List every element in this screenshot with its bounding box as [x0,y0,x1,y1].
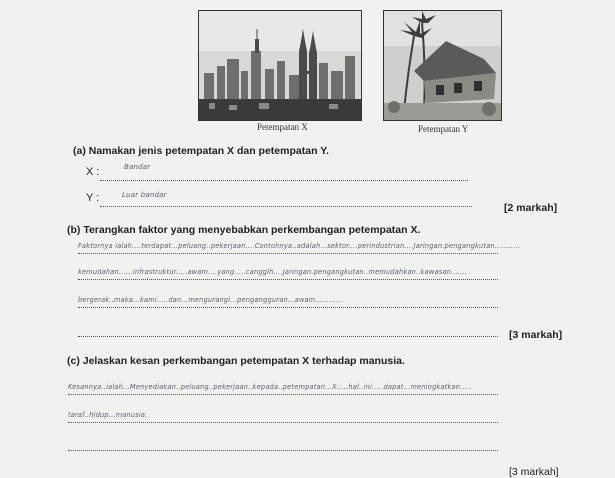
question-c: (c) Jelaskan kesan perkembangan petempatan X terhadap manusia. [67,355,405,367]
answer-b-rule-2 [78,279,498,280]
caption-petempatan-y: Petempatan Y [418,124,469,134]
answer-c-rule-2 [68,422,498,423]
marks-a: [2 markah] [504,202,558,214]
answer-line-y [100,206,472,207]
photo-petempatan-y [383,10,502,121]
label-y: Y : [86,192,100,204]
city-skyline-image [199,11,361,120]
answer-b-line-1[interactable]: Faktornya ialah....terdapat...peluang..pekerjaan....Contohnya..adalah...sektor....perindustrian....Jaringan.pengangkutan........... [78,242,521,250]
answer-b-rule-1 [78,253,498,254]
answer-c-line-2[interactable]: taraf..hidup...manusia. [68,411,148,419]
marks-b: [3 markah] [509,329,563,341]
caption-petempatan-x: Petempatan X [257,122,308,132]
answer-y[interactable]: Luar bandar [122,191,167,199]
label-x: X : [86,166,100,178]
answer-b-rule-4 [78,336,498,337]
answer-line-x [100,180,468,181]
rural-house-image [384,11,501,120]
answer-b-line-2[interactable]: kemudahan......infrastruktur.....awam....yang.....canggih....Jaringan.pengangkutan..memudahkan..kawasan....... [78,268,468,276]
answer-c-rule-3 [68,450,498,451]
answer-x[interactable]: Bandar [124,163,151,171]
answer-b-line-3[interactable]: bergerak..maka...kami.....dan...mengurangi...pengangguran...awam............ [78,296,343,304]
answer-b-rule-3 [78,307,498,308]
question-b: (b) Terangkan faktor yang menyebabkan perkembangan petempatan X. [67,224,421,236]
marks-c: [3 markah] [509,466,559,478]
answer-c-rule-1 [68,394,498,395]
answer-c-line-1[interactable]: Kesannya..ialah...Menyediakan..peluang..pekerjaan..kepada..petempatan...X.:...hal..ini.....dapat...meningkatkan..... [68,383,472,391]
photo-petempatan-x [198,10,362,121]
question-a: (a) Namakan jenis petempatan X dan petempatan Y. [73,145,329,157]
